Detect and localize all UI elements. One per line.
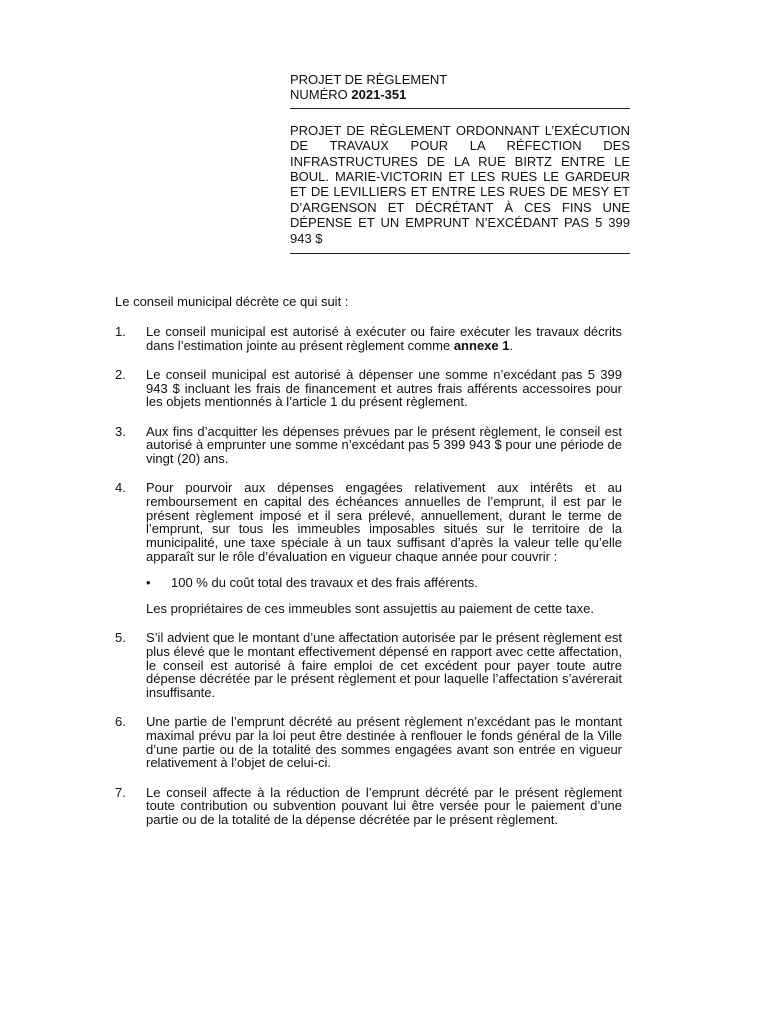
article-text: S’il advient que le montant d’une affectation autorisée par le présent règlement est plus élevé que le montant effectivement dépensé en rapport avec cette affectation, le conseil est autorisé à faire emploi de cet excédent pour payer toute autre dépense décrétée par le présent règlement et pour laquelle l’affectation s’avérerait insuffisante.: [146, 630, 622, 701]
document-number: 2021-351: [351, 87, 407, 103]
article-number: 2.: [115, 366, 126, 382]
article-number: 5.: [115, 630, 126, 646]
article-text-suffix: .: [509, 337, 514, 353]
article-text: Pour pourvoir aux dépenses engagées relativement aux intérêts et au remboursement en capital des échéances annuelles de l’emprunt, il est par le présent règlement imposé et il sera prélevé, annuellement, durant le terme de l’emprunt, sur tous les immeubles imposables situés sur le territoire de la municipalité, une taxe spéciale à un taux suffisant d’après la valeur telle qu’elle apparaît sur le rôle d’évaluation en vigueur chaque année pour couvrir :: [146, 480, 622, 564]
article-7: [115, 786, 622, 827]
articles-list: [115, 325, 622, 842]
regulation-description: PROJET DE RÈGLEMENT ORDONNANT L’EXÉCUTION DE TRAVAUX POUR LA RÉFECTION DES INFRASTRUCTURES DE LA RUE BIRTZ ENTRE LE BOUL. MARIE-VICTORIN ET LES RUES LE GARDEUR ET DE LEVILLIERS ET ENTRE LES RUES DE MESY ET D’ARGENSON ET DÉCRÉTANT À CES FINS UNE DÉPENSE ET UN EMPRUNT N’EXCÉDANT PAS 5 399 943 $: [290, 122, 630, 246]
title-divider-top: [290, 108, 630, 109]
document-title: PROJET DE RÈGLEMENT: [290, 72, 448, 87]
article-1: [115, 325, 622, 352]
article-text: [146, 325, 622, 352]
article-5: [115, 631, 622, 700]
title-block: [290, 72, 630, 254]
article-2: [115, 368, 622, 409]
document-number-line: [290, 87, 630, 102]
article-3: [115, 425, 622, 466]
article-number: 6.: [115, 714, 126, 730]
article-number: 1.: [115, 324, 126, 339]
article-number: 3.: [115, 423, 126, 439]
article-6: [115, 715, 622, 770]
number-prefix: NUMÉRO: [290, 87, 352, 103]
article-text: Le conseil affecte à la réduction de l’emprunt décrété par le présent règlement toute contribution ou subvention pouvant lui être versée pour le paiement d’une partie ou de la totalité de la dépense décrétée par le présent règlement.: [146, 784, 622, 827]
article-paragraph: Les propriétaires de ces immeubles sont assujettis au paiement de cette taxe.: [146, 601, 595, 617]
intro-text: Le conseil municipal décrète ce qui suit :: [115, 294, 349, 309]
article-text: Une partie de l’emprunt décrété au présent règlement n’excédant pas le montant maximal prévu par la loi peut être destinée à renflouer le fonds général de la Ville d’une partie ou de la totalité des sommes engagées avant son entrée en vigueur relativement à l’objet de celui-ci.: [146, 714, 622, 771]
article-text-main: Le conseil municipal est autorisé à exécuter ou faire exécuter les travaux décrits dans l’estimation jointe au présent règlement comme: [146, 324, 622, 353]
annex-reference: annexe 1: [453, 337, 510, 353]
article-number: 7.: [115, 784, 126, 800]
article-4: [115, 481, 622, 616]
article-number: 4.: [115, 480, 126, 496]
article-text: Le conseil municipal est autorisé à dépenser une somme n’excédant pas 5 399 943 $ incluant les frais de financement et autres frais afférents accessoires pour les objets mentionnés à l’article 1 du présent règlement.: [146, 366, 622, 410]
bullet-item: [146, 576, 622, 590]
title-divider-bottom: [290, 253, 630, 254]
article-text: Aux fins d’acquitter les dépenses prévues par le présent règlement, le conseil est autorisé à emprunter une somme n’excédant pas 5 399 943 $ pour une période de vingt (20) ans.: [146, 423, 622, 466]
bullet-text: 100 % du coût total des travaux et des frais afférents.: [171, 575, 478, 591]
bullet-icon: •: [146, 575, 151, 591]
